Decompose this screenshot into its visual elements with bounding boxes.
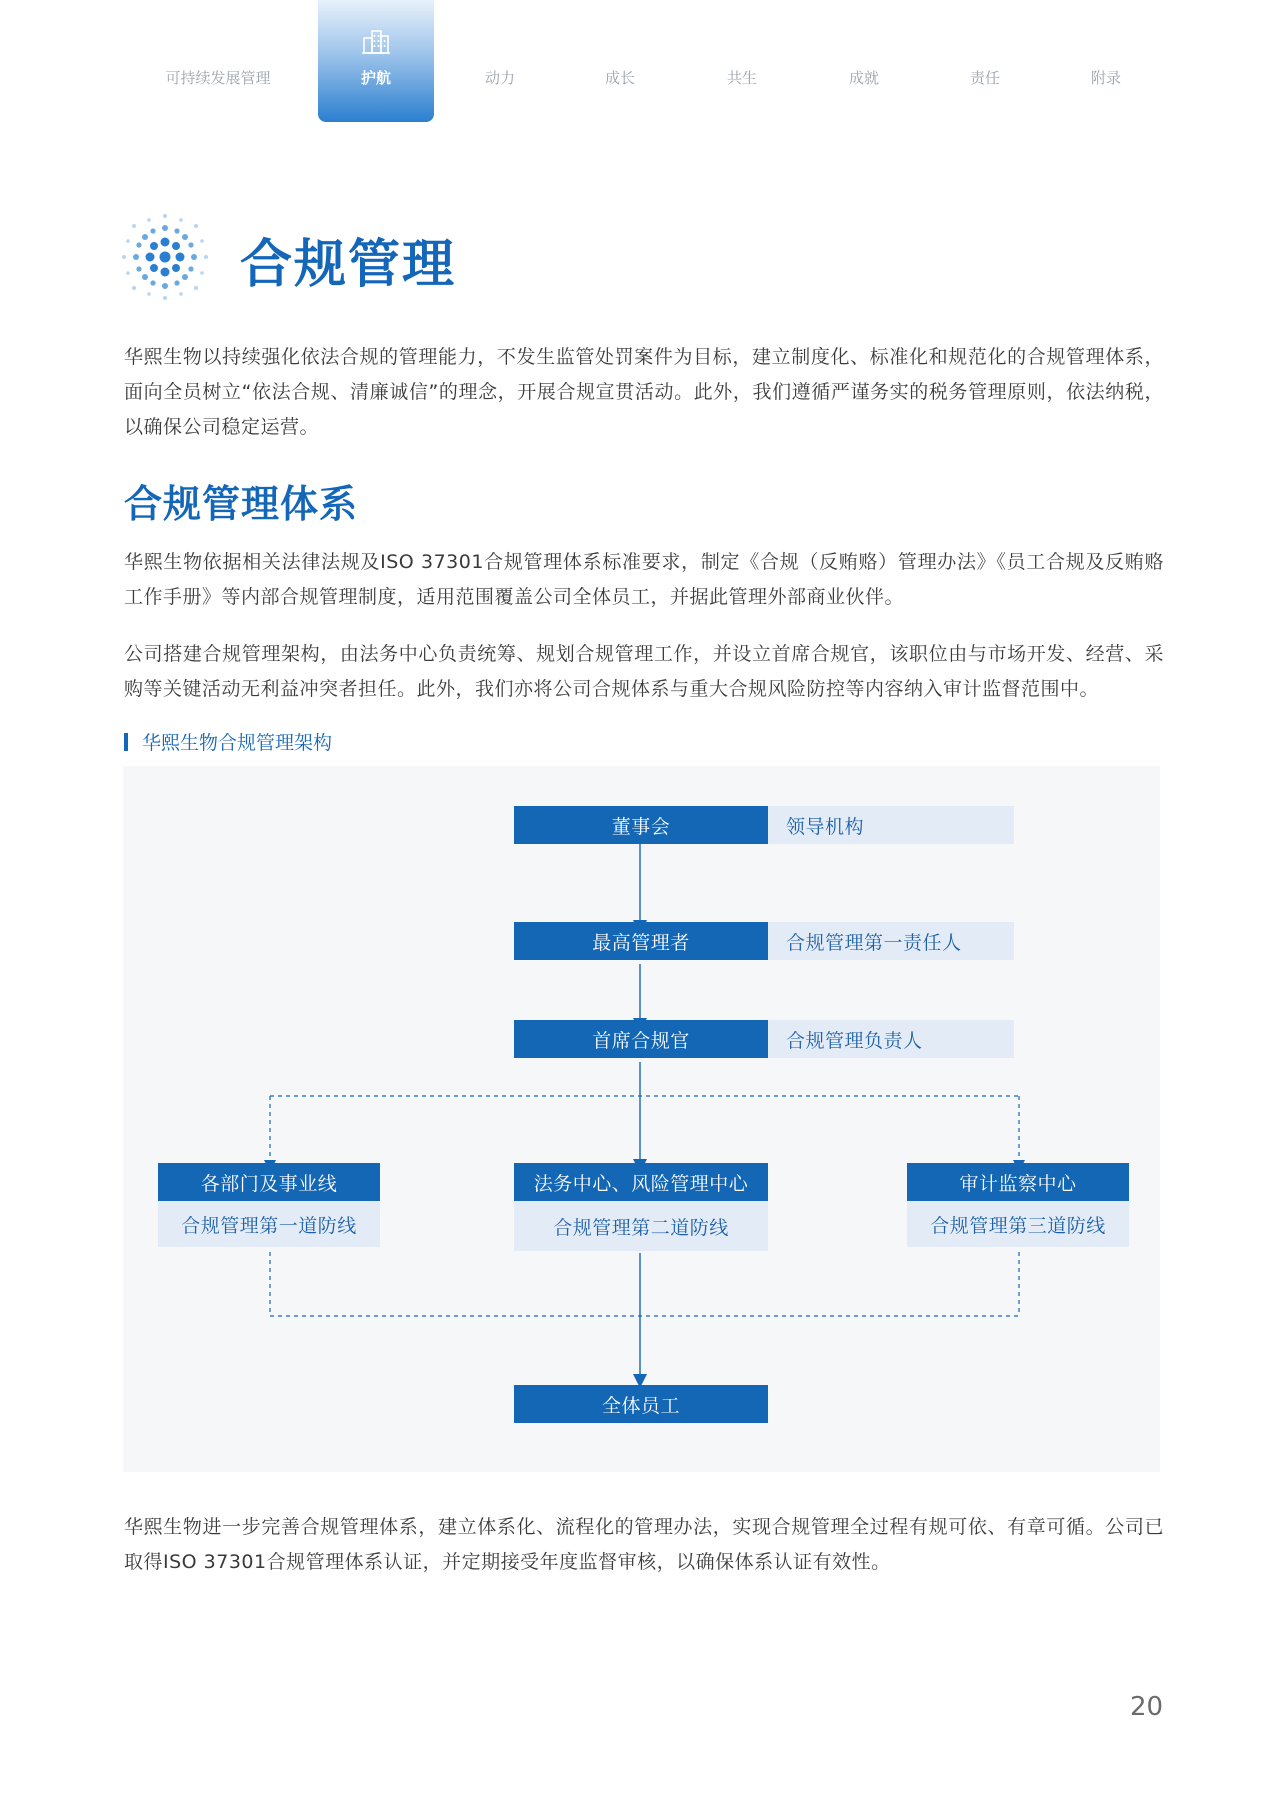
second-line-role-label: 合规管理第二道防线 — [553, 1216, 729, 1239]
nav-tab-growth[interactable] — [590, 0, 650, 122]
nav-tab-symbiosis[interactable] — [712, 0, 772, 122]
page-number: 20 — [1130, 1692, 1164, 1722]
section-paragraph-3: 华熙生物进一步完善合规管理体系，建立体系化、流程化的管理办法，实现合规管理全过程有规可依、有章可循。公司已取得ISO 37301合规管理体系认证，并定期接受年度监督审核，以确保体系认证有效性。 — [124, 1516, 1164, 1573]
top-manager-box — [514, 922, 768, 960]
building-icon — [360, 25, 392, 57]
nav-tab-label: 可持续发展管理 — [165, 69, 271, 87]
second-line-label: 法务中心、风险管理中心 — [533, 1172, 749, 1195]
nav-tab-power[interactable] — [470, 0, 530, 122]
nav-tab-label: 共生 — [726, 69, 757, 87]
first-line-role-label: 合规管理第一道防线 — [181, 1214, 357, 1237]
first-line-box — [158, 1163, 380, 1201]
section-paragraph-1: 华熙生物依据相关法律法规及ISO 37301合规管理体系标准要求，制定《合规（反贿赂）管理办法》《员工合规及反贿赂工作手册》等内部合规管理制度，适用范围覆盖公司全体员工，并据此管理外部商业伙伴。 — [124, 551, 1164, 608]
dot-burst-icon — [120, 212, 210, 302]
top-navigation — [0, 0, 1280, 125]
board-box — [514, 806, 768, 844]
section-title: 合规管理体系 — [124, 482, 359, 526]
second-line-role-box — [514, 1201, 768, 1251]
cco-role-box — [768, 1020, 1014, 1058]
nav-tab-sustainability[interactable] — [148, 0, 288, 122]
chart-caption — [124, 728, 332, 755]
third-line-role-box — [907, 1201, 1129, 1247]
cco-role-label: 合规管理负责人 — [786, 1029, 923, 1052]
top-manager-role-box — [768, 922, 1014, 960]
all-staff-label: 全体员工 — [601, 1394, 680, 1417]
board-role-box — [768, 806, 1014, 844]
nav-tab-label: 责任 — [969, 69, 1000, 87]
all-staff-box — [514, 1385, 768, 1423]
board-role-label: 领导机构 — [786, 815, 865, 838]
section-paragraph-2: 公司搭建合规管理架构，由法务中心负责统筹、规划合规管理工作，并设立首席合规官，该职位由与市场开发、经营、采购等关键活动无利益冲突者担任。此外，我们亦将公司合规体系与重大合规风险防控等内容纳入审计监督范围中。 — [124, 643, 1164, 700]
chart-caption-text: 华熙生物合规管理架构 — [142, 732, 333, 754]
nav-tab-achievement[interactable] — [834, 0, 894, 122]
cco-box — [514, 1020, 768, 1058]
nav-tab-label: 成就 — [848, 69, 879, 87]
top-manager-role-label: 合规管理第一责任人 — [786, 931, 962, 954]
nav-tab-label: 护航 — [360, 69, 391, 87]
intro-paragraph: 华熙生物以持续强化依法合规的管理能力，不发生监管处罚案件为目标，建立制度化、标准化和规范化的合规管理体系，面向全员树立“依法合规、清廉诚信”的理念，开展合规宣贯活动。此外，我们遵循严谨务实的税务管理原则，依法纳税，以确保公司稳定运营。 — [124, 346, 1164, 438]
cco-label: 首席合规官 — [592, 1029, 690, 1052]
board-label: 董事会 — [611, 815, 671, 838]
nav-tab-safeguard[interactable] — [318, 0, 434, 122]
first-line-label: 各部门及事业线 — [200, 1172, 338, 1195]
first-line-role-box — [158, 1201, 380, 1247]
third-line-box — [907, 1163, 1129, 1201]
third-line-label: 审计监察中心 — [959, 1172, 1077, 1195]
third-line-role-label: 合规管理第三道防线 — [930, 1214, 1106, 1237]
caption-bar — [124, 733, 128, 751]
nav-tab-label: 动力 — [484, 69, 515, 87]
top-manager-label: 最高管理者 — [592, 931, 690, 954]
nav-tab-label: 附录 — [1090, 69, 1121, 87]
page-title: 合规管理 — [240, 235, 457, 295]
org-chart-connectors — [123, 766, 1160, 1472]
nav-tab-label: 成长 — [604, 69, 635, 87]
nav-tab-responsibility[interactable] — [955, 0, 1015, 122]
nav-tab-appendix[interactable] — [1076, 0, 1136, 122]
second-line-box — [514, 1163, 768, 1201]
